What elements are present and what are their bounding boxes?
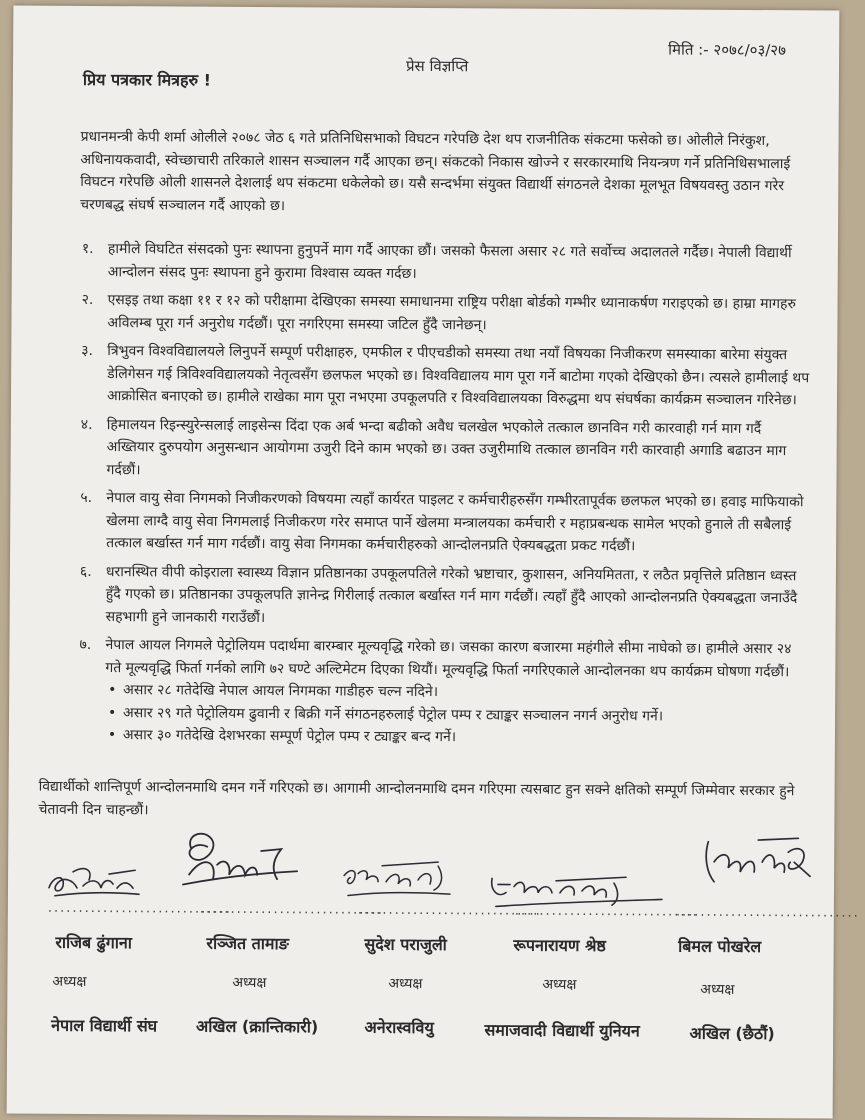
demands-list — [79, 238, 812, 757]
item-number: २. — [81, 291, 94, 308]
item-number: १. — [81, 240, 94, 257]
signatory-name: रञ्जित तामाङ — [206, 933, 289, 954]
signatory-name: रूपनारायण श्रेष्ठ — [513, 935, 606, 956]
signatory-role: अध्यक्ष — [388, 975, 423, 993]
item-number: ६. — [79, 563, 92, 580]
list-item — [82, 238, 812, 287]
signatory-organization: अखिल (क्रान्तिकारी) — [195, 1016, 319, 1037]
signatory-role: अध्यक्ष — [542, 976, 577, 993]
signature-line: .............................. — [47, 900, 232, 917]
signatory-name: बिमल पोखरेल — [678, 936, 762, 957]
list-item — [80, 560, 810, 632]
item-text: हामीले विघटित संसदको पुनः स्थापना हुनुपर्ने माग गर्दै आएका छौं। जसको फैसला असार २८ गते सर्वोच्च अदालतले गर्दैछ। नेपाली विद्यार्थी आन्दोलन संसद पुनः स्थापना हुने कुरामा विश्वास व्यक्त गर्दछ। — [107, 241, 792, 282]
bullet-item: • असार ३० गतेदेखि देशभरका सम्पूर्ण पेट्रोल पम्प र ट्याङ्कर बन्द गर्ने। — [105, 724, 809, 751]
signatory-organization: समाजवादी विद्यार्थी युनियन — [484, 1020, 640, 1041]
signature-line: .............................. — [199, 901, 384, 918]
list-item — [81, 289, 811, 338]
item-text: नेपाल आयल निगमले पेट्रोलियम पदार्थमा बारम्बार मूल्यवृद्धि गरेको छ। जसका कारण बजारमा महंगीले सीमा नाघेको छ। हामीले असार २४ गते मूल्यवृद्धि फिर्ता गर्नको लागि ७२ घण्टे अल्टिमेटम दिएका थियौं। मूल्यवृद्धि फिर्ता नगरिएकाले आन्दोलनका थप कार्यक्रम घोषणा गर्दछौं। — [105, 637, 792, 680]
press-release-sheet — [7, 5, 860, 1118]
item-text: हिमालयन रिइन्स्युरेन्सलाई लाइसेन्स दिंदा एक अर्ब भन्दा बढीको अवैध चलखेल भएकोले तत्काल छानविन गरी कारवाही गर्न माग गर्दै अख्तियार दुरुपयोग अनुसन्धान आयोगमा उजुरी दिने काम भएको छ। उक्त उजुरीमाथि तत्काल छानविन गरी कारवाही अगाडि बढाउन माग गर्दछौं। — [106, 416, 787, 478]
signature-5-icon — [698, 832, 818, 901]
signature-line: .............................. — [357, 902, 542, 919]
item-text: धरानस्थित वीपी कोइराला स्वास्थ्य विज्ञान प्रतिष्ठानका उपकूलपतिले गरेको भ्रष्टाचार, कुशासन, अनियमितता, र लठैत प्रवृत्तिले प्रतिष्ठान ध्वस्त हुँदै गएको छ। प्रतिष्ठानका उपकूलपति ज्ञानेन्द्र गिरीलाई तत्काल बर्खास्त गर्न माग गर्दछौं। त्यहाँ हुँदै आएको आन्दोलनप्रति ऐक्यबद्धता जनाउँदै सहभागी हुने जानकारी गराउँछौं। — [105, 563, 798, 626]
intro-paragraph: प्रधानमन्त्री केपी शर्मा ओलीले २०७८ जेठ ६ गते प्रतिनिधिसभाको विघटन गरेपछि देश थप राजनीतिक संकटमा फसेको छ। ओलीले निरंकुश, अधिनायकवादी, स्वेच्छाचारी तरिकाले शासन सञ्चालन गर्दै आएका छन्। संकटको निकास खोज्ने र सरकारमाथि नियन्त्रण गर्ने प्रतिनिधिसभालाई विघटन गरेपछि ओली शासनले देशलाई थप संकटमा धकेलेको छ। यसै सन्दर्भमा संयुक्त विद्यार्थी संगठनले देशका मूलभूत विषयवस्तु उठान गरेर चरणबद्ध संघर्ष सञ्चालन गर्दै आएको छ। — [80, 128, 791, 214]
signatory-role: अध्यक्ष — [700, 981, 735, 998]
bullet-item: • असार २९ गते पेट्रोलियम ढुवानी र बिक्री गर्ने संगठनहरुलाई पेट्रोल पम्प र ट्याङ्कर सञ्चालन नगर्न अनुरोध गर्ने। — [105, 702, 809, 729]
signature-line: .............................. — [514, 903, 699, 920]
document-title: प्रेस विज्ञप्ति — [405, 56, 469, 76]
signature-2-icon — [173, 824, 304, 909]
document-date: मिति :- २०७८/०३/२७ — [668, 40, 787, 60]
greeting: प्रिय पत्रकार मित्रहरु ! — [82, 69, 212, 90]
item-number: ४. — [80, 416, 93, 433]
list-item — [80, 487, 810, 559]
signatory-organization: अखिल (छैठौं) — [689, 1023, 775, 1044]
list-item — [79, 634, 810, 751]
item-number: ७. — [79, 636, 92, 653]
list-item — [80, 413, 810, 485]
signatory-role: अध्यक्ष — [232, 974, 267, 992]
signature-1-icon — [43, 858, 143, 907]
signatory-organization: नेपाल विद्यार्थी संघ — [51, 1015, 158, 1036]
signatory-name: राजिब ढुंगाना — [55, 932, 133, 953]
item-text: नेपाल वायु सेवा निगमको निजीकरणको विषयमा त्यहाँ कार्यरत पाइलट र कर्मचारीहरुसँग गम्भीरतापूर्वक छलफल भएको छ। हवाइ माफियाको खेलमा लाग्दै वायु सेवा निगमलाई निजीकरण गरेर समाप्त पार्ने खेलमा मन्त्रालयका कर्मचारी र महाप्रबन्धक सामेल भएको हुनाले ती सबैलाई तत्काल बर्खास्त गर्न माग गर्दछौं। वायु सेवा निगमका कर्मचारीहरुको आन्दोलनप्रति ऐक्यबद्धता प्रकट गर्दछौं। — [106, 490, 804, 555]
item-number: ५. — [80, 489, 93, 506]
item-text: एसइइ तथा कक्षा ११ र १२ को परीक्षामा देखिएका समस्या समाधानमा राष्ट्रिय परीक्षा बोर्डको गम्भीर ध्यानाकर्षण गराइएको छ। हाम्रा मागहरु अविलम्ब पूरा गर्न अनुरोध गर्दछौं। पूरा नगरिएमा समस्या जटिल हुँदै जानेछन्। — [107, 292, 796, 333]
signatory-organization: अनेरास्ववियु — [364, 1017, 434, 1038]
signature-line: .............................. — [675, 904, 860, 921]
signature-3-icon — [338, 855, 458, 908]
signatory-role: अध्यक्ष — [52, 973, 87, 990]
closing-paragraph: विद्यार्थीको शान्तिपूर्ण आन्दोलनमाथि दमन गर्ने गरिएको छ। आगामी आन्दोलनमाथि दमन गरिएमा त्यसबाट हुन सक्ने क्षतिको सम्पूर्ण जिम्मेवार सरकार हुने चेतावनी दिन चाहन्छौं। — [38, 778, 795, 818]
item-number: ३. — [81, 342, 94, 359]
program-bullets — [105, 679, 809, 751]
bullet-item: • असार २८ गतेदेखि नेपाल आयल निगमका गाडीहरु चल्न नदिने। — [105, 679, 809, 706]
signatory-name: सुदेश पराजुली — [364, 934, 447, 955]
item-text: त्रिभुवन विश्वविद्यालयले लिनुपर्ने सम्पूर्ण परीक्षाहरु, एमफील र पीएचडीको समस्या तथा नयाँ विषयका निजीकरण समस्याका बारेमा संयुक्त डेलिगेसन गई त्रिविश्वविद्यालयको नेतृत्वसँग छलफल भएको छ। विश्वविद्यालय माग पूरा गर्ने बाटोमा गएको देखिएको छैन। त्यसले हामीलाई थप आक्रोसित बनाएको छ। हामीले राखेका माग पूरा नभएमा उपकूलपति र विश्वविद्यालयका विरुद्धमा थप संघर्षका कार्यक्रम सञ्चालन गरिनेछ। — [106, 343, 810, 409]
list-item — [81, 340, 811, 412]
